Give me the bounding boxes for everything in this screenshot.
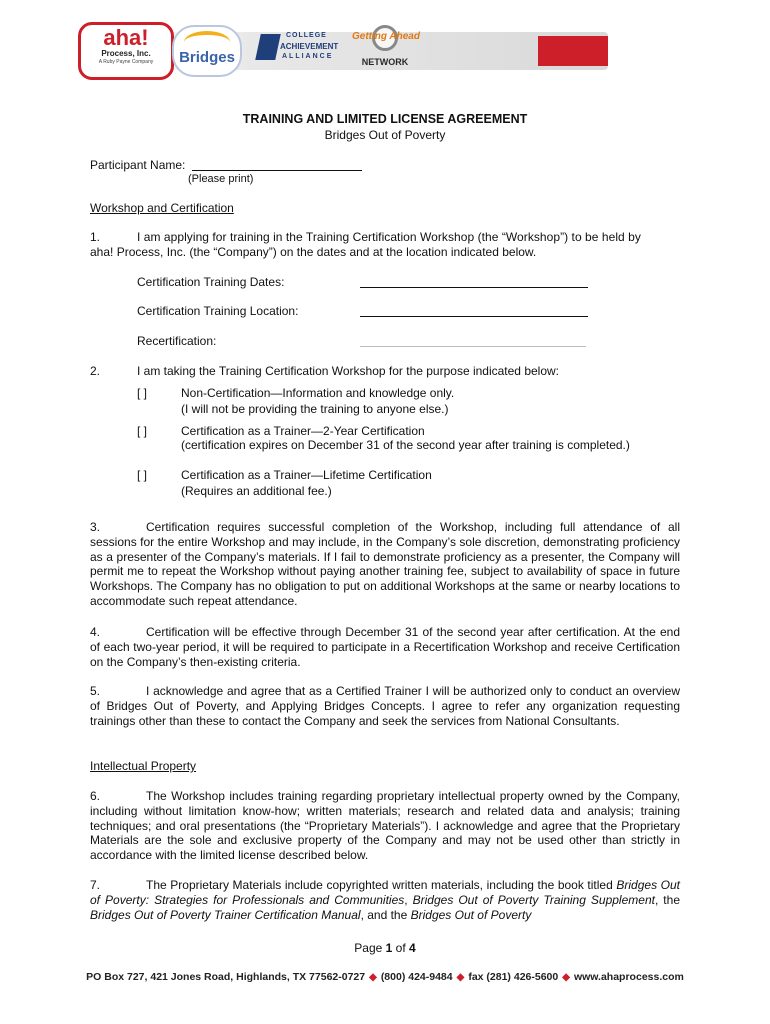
college-achievement-alliance-logo: [258, 28, 342, 72]
para-6-text: The Workshop includes training regarding proprietary intellectual property owned by the Company, including without limitation know-how; written materials; research and related data and analysis; training techniques; and oral presentations (the “Proprietary Materials”). I acknowledge and agree that the Proprietary Materials are the sole and exclusive property of the Company and may not be used other than strictly in accordance with the limited license described below.: [90, 789, 680, 863]
option-1-label: Non-Certification—Information and knowledge only.: [181, 386, 455, 400]
banner-red-tab: [538, 36, 608, 66]
paragraph-7: [90, 878, 680, 922]
page-total: 4: [409, 941, 416, 955]
caa-line-1: COLLEGE: [286, 32, 327, 39]
recertification-field[interactable]: [360, 346, 586, 347]
para-4-text: Certification will be effective through December 31 of the second year after certification. At the end of each two-year period, it will be required to participate in a Recertification Workshop and receive Certification on the Company’s then-existing criteria.: [90, 625, 680, 669]
para-5-number: 5.: [90, 684, 101, 698]
book-title-bridges-2: Bridges Out of Poverty: [410, 907, 532, 922]
option-3-note: (Requires an additional fee.): [181, 484, 332, 498]
para-2-number: 2.: [90, 364, 101, 378]
aha-logo-tagline: A Ruby Payne Company: [98, 59, 154, 65]
para-7-number: 7.: [90, 878, 101, 892]
getting-ahead-network-logo: [350, 25, 420, 75]
para-7-text-4: , and the: [360, 907, 411, 922]
option-3-checkbox[interactable]: [ ]: [137, 468, 148, 482]
document-title: TRAINING AND LIMITED LICENSE AGREEMENT: [242, 112, 528, 126]
training-dates-field[interactable]: [360, 287, 588, 288]
para-6-number: 6.: [90, 789, 101, 803]
book-title-manual: Bridges Out of Poverty Trainer Certification Manual: [90, 907, 361, 922]
option-2-label: Certification as a Trainer—2-Year Certification: [181, 424, 425, 438]
option-1-note: (I will not be providing the training to anyone else.): [181, 402, 449, 416]
recertification-label: Recertification:: [137, 334, 217, 348]
para-7-text-2: ,: [404, 892, 413, 907]
diamond-icon: ◆: [456, 972, 465, 983]
workshop-heading: Workshop and Certification: [90, 201, 234, 215]
page-prefix: Page: [354, 941, 386, 955]
gc-line-1: Getting Ahead: [352, 31, 420, 42]
training-location-field[interactable]: [360, 316, 588, 317]
gc-line-2: NETWORK: [361, 57, 409, 67]
page-number: [0, 941, 770, 955]
footer-website: www.ahaprocess.com: [573, 971, 684, 983]
participant-name-label: Participant Name:: [90, 158, 186, 172]
paragraph-5: [90, 684, 680, 728]
book-title-supplement: Bridges Out of Poverty Training Supplement: [412, 892, 655, 907]
participant-name-hint: (Please print): [188, 173, 254, 185]
training-location-label: Certification Training Location:: [137, 304, 299, 318]
aha-logo-company: Process, Inc.: [101, 49, 151, 58]
page-current: 1: [385, 941, 393, 955]
document-subtitle: Bridges Out of Poverty: [324, 128, 446, 142]
option-2-note: (certification expires on December 31 of the second year after training is completed.): [181, 438, 630, 452]
contact-footer: [0, 971, 770, 983]
page-of: of: [392, 941, 410, 955]
intellectual-property-heading: Intellectual Property: [90, 759, 197, 773]
caa-line-3: ALLIANCE: [282, 53, 334, 60]
diamond-icon: ◆: [562, 972, 570, 983]
para-2-text: I am taking the Training Certification Workshop for the purpose indicated below:: [137, 364, 560, 378]
bridges-logo-word: Bridges: [179, 49, 235, 66]
training-dates-label: Certification Training Dates:: [137, 275, 285, 289]
footer-phone: (800) 424-9484: [380, 971, 453, 983]
diamond-icon: ◆: [369, 972, 377, 983]
option-2-checkbox[interactable]: [ ]: [137, 424, 148, 438]
bridges-logo: [172, 25, 242, 77]
para-7-text-3: , the: [654, 892, 680, 907]
aha-process-logo: [78, 22, 174, 80]
book-title-bridges: Bridges Out of Poverty: Strategies for Professionals and Communities: [90, 878, 680, 907]
participant-name-field[interactable]: [192, 170, 362, 171]
footer-fax: fax (281) 426-5600: [468, 971, 559, 983]
para-5-text: I acknowledge and agree that as a Certified Trainer I will be authorized only to conduct an overview of Bridges Out of Poverty, and Applying Bridges Concepts. I agree to refer any organization requesting trainings other than these to contact the Company and seek the services from National Consultants.: [90, 684, 680, 728]
para-1-line-2: aha! Process, Inc. (the “Company”) on the dates and at the location indicated below.: [90, 245, 537, 259]
caa-line-2: ACHIEVEMENT: [280, 42, 339, 51]
para-1-line-1: I am applying for training in the Training Certification Workshop (the “Workshop”) to be held by: [137, 230, 641, 244]
para-3-number: 3.: [90, 520, 101, 534]
para-7-text-1: The Proprietary Materials include copyrighted written materials, including the book titled: [146, 878, 617, 892]
chevron-arrows-icon: ❯❯❯❯: [640, 44, 679, 61]
para-4-number: 4.: [90, 625, 101, 639]
option-1-checkbox[interactable]: [ ]: [137, 386, 148, 400]
para-3-text: Certification requires successful completion of the Workshop, including full attendance of all sessions for the entire Workshop and may include, in the Company’s sole discretion, demonstrating proficiency as a presenter of the Company’s materials. If I fail to demonstrate proficiency as a presenter, the Company will permit me to repeat the Workshop without paying another training fee, subject to availability of space in future Workshops. The Company has no obligation to put on additional Workshops at the same or nearby locations to accommodate such repeat attendance.: [90, 520, 680, 608]
aha-logo-word: aha!: [103, 25, 149, 50]
paragraph-6: [90, 789, 680, 863]
caa-mark-icon: [255, 34, 281, 60]
para-1-number: 1.: [90, 230, 101, 244]
footer-address: PO Box 727, 421 Jones Road, Highlands, TX 77562-0727: [86, 971, 366, 983]
paragraph-4: [90, 625, 680, 669]
logo-banner: [78, 22, 679, 78]
option-3-label: Certification as a Trainer—Lifetime Certification: [181, 468, 432, 482]
paragraph-3: [90, 520, 680, 609]
